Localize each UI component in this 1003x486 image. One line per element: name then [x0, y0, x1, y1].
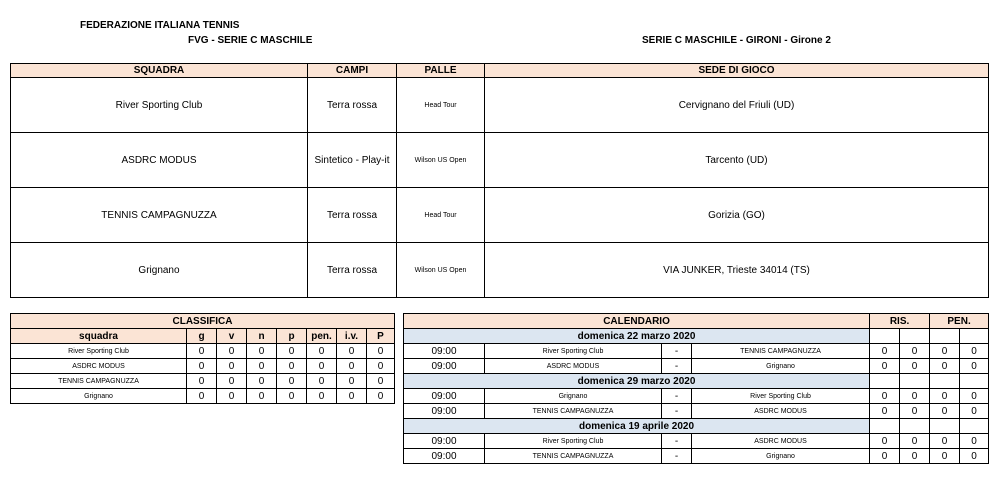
stat-cell: 0	[247, 344, 277, 359]
team-courts: Terra rossa	[308, 243, 397, 298]
teams-table	[10, 63, 989, 298]
standings-team: River Sporting Club	[11, 344, 187, 359]
teams-header-row	[11, 64, 989, 78]
match-row	[404, 434, 989, 449]
score-cell: 0	[930, 359, 960, 374]
round-date-row	[404, 419, 989, 434]
score-cell: 0	[930, 449, 960, 464]
match-time: 09:00	[404, 404, 485, 419]
match-separator: -	[662, 449, 692, 464]
team-balls: Head Tour	[397, 188, 485, 243]
match-separator: -	[662, 344, 692, 359]
stat-cell: 0	[307, 344, 337, 359]
standings-team: Grignano	[11, 389, 187, 404]
match-separator: -	[662, 359, 692, 374]
stat-cell: 0	[277, 374, 307, 389]
score-cell: 0	[900, 434, 930, 449]
team-name: ASDRC MODUS	[11, 133, 308, 188]
col-v: v	[217, 329, 247, 344]
col-iv: i.v.	[337, 329, 367, 344]
federation-title: FEDERAZIONE ITALIANA TENNIS	[80, 20, 240, 31]
score-cell: 0	[960, 359, 989, 374]
stat-cell: 0	[217, 344, 247, 359]
col-g: g	[187, 329, 217, 344]
score-cell: 0	[900, 449, 930, 464]
score-cell: 0	[930, 404, 960, 419]
header-palle: PALLE	[397, 64, 485, 78]
col-p: p	[277, 329, 307, 344]
match-separator: -	[662, 434, 692, 449]
match-away: ASDRC MODUS	[692, 404, 870, 419]
score-cell: 0	[960, 344, 989, 359]
score-cell: 0	[930, 344, 960, 359]
score-cell: 0	[930, 434, 960, 449]
col-squadra: squadra	[11, 329, 187, 344]
col-n: n	[247, 329, 277, 344]
team-courts: Terra rossa	[308, 78, 397, 133]
table-row	[11, 133, 989, 188]
team-venue: VIA JUNKER, Trieste 34014 (TS)	[485, 243, 989, 298]
score-cell: 0	[900, 344, 930, 359]
team-balls: Head Tour	[397, 78, 485, 133]
match-home: ASDRC MODUS	[485, 359, 662, 374]
stat-cell: 0	[187, 389, 217, 404]
stat-cell: 0	[247, 359, 277, 374]
team-courts: Sintetico - Play-it	[308, 133, 397, 188]
col-pen: pen.	[307, 329, 337, 344]
stat-cell: 0	[367, 389, 395, 404]
match-row	[404, 359, 989, 374]
team-venue: Gorizia (GO)	[485, 188, 989, 243]
stat-cell: 0	[277, 359, 307, 374]
match-away: Grignano	[692, 449, 870, 464]
header-squadra: SQUADRA	[11, 64, 308, 78]
match-row	[404, 404, 989, 419]
table-row	[11, 78, 989, 133]
round-date: domenica 29 marzo 2020	[404, 374, 870, 389]
stat-cell: 0	[307, 389, 337, 404]
match-row	[404, 389, 989, 404]
table-row	[11, 389, 395, 404]
match-time: 09:00	[404, 389, 485, 404]
round-date: domenica 19 aprile 2020	[404, 419, 870, 434]
standings-team: ASDRC MODUS	[11, 359, 187, 374]
calendar-title: CALENDARIO	[404, 314, 870, 329]
table-row	[11, 188, 989, 243]
match-separator: -	[662, 389, 692, 404]
team-courts: Terra rossa	[308, 188, 397, 243]
score-cell: 0	[870, 344, 900, 359]
score-cell: 0	[870, 359, 900, 374]
round-date-row	[404, 329, 989, 344]
stat-cell: 0	[187, 374, 217, 389]
penalty-header: PEN.	[930, 314, 989, 329]
stat-cell: 0	[367, 344, 395, 359]
stat-cell: 0	[367, 359, 395, 374]
match-home: River Sporting Club	[485, 344, 662, 359]
stat-cell: 0	[277, 389, 307, 404]
match-away: River Sporting Club	[692, 389, 870, 404]
team-balls: Wilson US Open	[397, 243, 485, 298]
series-right-title: SERIE C MASCHILE - GIRONI - Girone 2	[642, 35, 831, 46]
match-home: River Sporting Club	[485, 434, 662, 449]
score-cell: 0	[960, 434, 989, 449]
table-row	[11, 359, 395, 374]
team-venue: Tarcento (UD)	[485, 133, 989, 188]
stat-cell: 0	[187, 359, 217, 374]
score-cell: 0	[900, 404, 930, 419]
series-left-title: FVG - SERIE C MASCHILE	[188, 35, 313, 46]
stat-cell: 0	[337, 389, 367, 404]
match-away: ASDRC MODUS	[692, 434, 870, 449]
stat-cell: 0	[337, 344, 367, 359]
standings-table	[10, 313, 395, 404]
score-cell: 0	[900, 389, 930, 404]
score-cell: 0	[870, 449, 900, 464]
stat-cell: 0	[337, 374, 367, 389]
match-time: 09:00	[404, 359, 485, 374]
score-cell: 0	[960, 389, 989, 404]
calendar-table	[403, 313, 989, 464]
results-header: RIS.	[870, 314, 930, 329]
header-campi: CAMPI	[308, 64, 397, 78]
match-home: TENNIS CAMPAGNUZZA	[485, 404, 662, 419]
stat-cell: 0	[247, 389, 277, 404]
team-name: Grignano	[11, 243, 308, 298]
match-separator: -	[662, 404, 692, 419]
stat-cell: 0	[217, 374, 247, 389]
match-row	[404, 344, 989, 359]
team-venue: Cervignano del Friuli (UD)	[485, 78, 989, 133]
match-away: TENNIS CAMPAGNUZZA	[692, 344, 870, 359]
table-row	[11, 243, 989, 298]
stat-cell: 0	[307, 374, 337, 389]
match-time: 09:00	[404, 449, 485, 464]
stat-cell: 0	[337, 359, 367, 374]
score-cell: 0	[900, 359, 930, 374]
team-name: River Sporting Club	[11, 78, 308, 133]
stat-cell: 0	[307, 359, 337, 374]
stat-cell: 0	[277, 344, 307, 359]
match-home: TENNIS CAMPAGNUZZA	[485, 449, 662, 464]
stat-cell: 0	[217, 389, 247, 404]
score-cell: 0	[870, 434, 900, 449]
header-sede: SEDE DI GIOCO	[485, 64, 989, 78]
score-cell: 0	[870, 389, 900, 404]
col-points: P	[367, 329, 395, 344]
stat-cell: 0	[247, 374, 277, 389]
team-name: TENNIS CAMPAGNUZZA	[11, 188, 308, 243]
stat-cell: 0	[367, 374, 395, 389]
match-time: 09:00	[404, 434, 485, 449]
table-row	[11, 374, 395, 389]
match-home: Grignano	[485, 389, 662, 404]
stat-cell: 0	[187, 344, 217, 359]
score-cell: 0	[930, 389, 960, 404]
round-date: domenica 22 marzo 2020	[404, 329, 870, 344]
score-cell: 0	[960, 404, 989, 419]
standings-team: TENNIS CAMPAGNUZZA	[11, 374, 187, 389]
standings-title: CLASSIFICA	[11, 314, 395, 329]
match-row	[404, 449, 989, 464]
standings-header-row	[11, 329, 395, 344]
match-time: 09:00	[404, 344, 485, 359]
team-balls: Wilson US Open	[397, 133, 485, 188]
round-date-row	[404, 374, 989, 389]
table-row	[11, 344, 395, 359]
score-cell: 0	[870, 404, 900, 419]
match-away: Grignano	[692, 359, 870, 374]
score-cell: 0	[960, 449, 989, 464]
stat-cell: 0	[217, 359, 247, 374]
